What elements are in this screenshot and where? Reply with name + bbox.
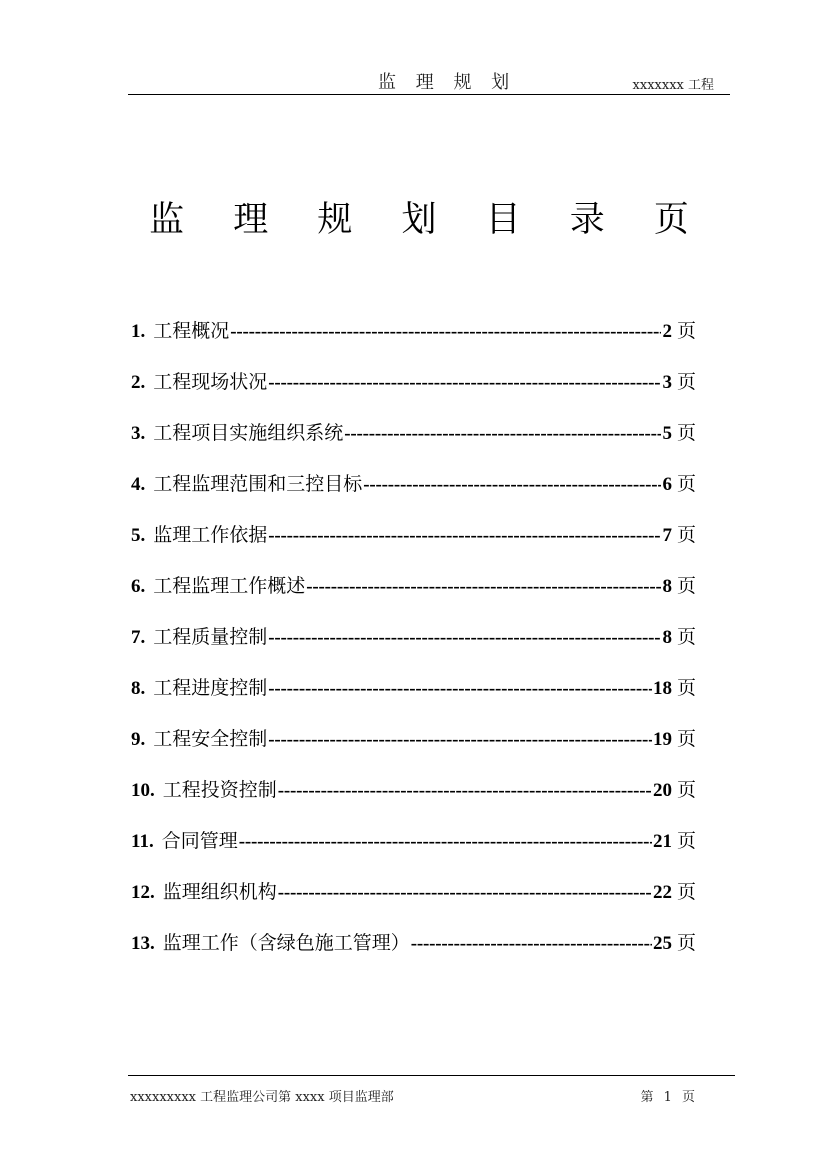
- footer-page-number: 第 1 页: [640, 1090, 695, 1105]
- toc-page-unit: 页: [676, 626, 696, 648]
- toc-title: 工程概况: [153, 320, 230, 342]
- toc-entry-10[interactable]: [131, 775, 696, 826]
- toc-title: 监理组织机构: [162, 881, 277, 903]
- toc-number: 6.: [131, 576, 146, 597]
- toc-title: 工程投资控制: [162, 779, 277, 801]
- toc-number: 5.: [131, 525, 146, 546]
- toc-entry-8[interactable]: [131, 673, 696, 724]
- toc-entry-4[interactable]: [131, 469, 696, 520]
- toc-title: 工程监理范围和三控目标: [153, 473, 363, 495]
- toc-page-number: 21: [652, 831, 672, 852]
- toc-page-unit: 页: [676, 320, 696, 342]
- toc-number: 10.: [131, 780, 155, 801]
- toc-page-number: 22: [652, 882, 672, 903]
- page-header: [128, 62, 730, 95]
- toc-page-number: 25: [652, 933, 672, 954]
- toc-entry-13[interactable]: [131, 928, 696, 979]
- footer-organization: xxxxxxxxx 工程监理公司第 xxxx 项目监理部: [130, 1090, 394, 1105]
- toc-number: 12.: [131, 882, 155, 903]
- toc-entry-12[interactable]: [131, 877, 696, 928]
- toc-page-number: 19: [652, 729, 672, 750]
- toc-entry-5[interactable]: [131, 520, 696, 571]
- toc-page-number: 18: [652, 678, 672, 699]
- toc-number: 13.: [131, 933, 155, 954]
- toc-leader: [306, 576, 661, 598]
- header-project-name: xxxxxxx 工程: [632, 78, 714, 93]
- toc-page-unit: 页: [676, 728, 696, 750]
- toc-page-unit: 页: [676, 422, 696, 444]
- toc-title: 工程进度控制: [153, 677, 268, 699]
- toc-page-number: 20: [652, 780, 672, 801]
- toc-title: 合同管理: [161, 830, 238, 852]
- toc-entry-2[interactable]: [131, 367, 696, 418]
- toc-page-unit: 页: [676, 371, 696, 393]
- toc-number: 9.: [131, 729, 146, 750]
- toc-title: 工程项目实施组织系统: [153, 422, 344, 444]
- toc-leader: [411, 933, 652, 955]
- toc-entry-1[interactable]: [131, 316, 696, 367]
- toc-number: 7.: [131, 627, 146, 648]
- toc-page-unit: 页: [676, 779, 696, 801]
- toc-title: 工程安全控制: [153, 728, 268, 750]
- toc-number: 1.: [131, 321, 146, 342]
- toc-page-unit: 页: [676, 473, 696, 495]
- toc-leader: [278, 882, 652, 904]
- toc-title: 工程现场状况: [153, 371, 268, 393]
- toc-page-number: 8: [662, 627, 672, 648]
- toc-page-unit: 页: [676, 677, 696, 699]
- toc-entry-6[interactable]: [131, 571, 696, 622]
- toc-entry-7[interactable]: [131, 622, 696, 673]
- header-title: 监 理 规 划: [378, 72, 517, 93]
- toc-title: 监理工作依据: [153, 524, 268, 546]
- toc-number: 11.: [131, 831, 154, 852]
- toc-page-number: 3: [662, 372, 672, 393]
- toc-page-number: 2: [662, 321, 672, 342]
- toc-page-unit: 页: [676, 830, 696, 852]
- toc-number: 3.: [131, 423, 146, 444]
- toc-entry-9[interactable]: [131, 724, 696, 775]
- toc-page-number: 6: [662, 474, 672, 495]
- toc-page-unit: 页: [676, 575, 696, 597]
- toc-leader: [230, 321, 661, 343]
- toc-page-number: 5: [662, 423, 672, 444]
- toc-title: 工程监理工作概述: [153, 575, 306, 597]
- toc-leader: [268, 372, 661, 394]
- toc-leader: [278, 780, 652, 802]
- toc-leader: [268, 729, 652, 751]
- toc-page-unit: 页: [676, 932, 696, 954]
- toc-number: 8.: [131, 678, 146, 699]
- toc-page-number: 8: [662, 576, 672, 597]
- toc-page-number: 7: [662, 525, 672, 546]
- table-of-contents: [131, 316, 696, 979]
- toc-entry-11[interactable]: [131, 826, 696, 877]
- toc-entry-3[interactable]: [131, 418, 696, 469]
- toc-leader: [239, 831, 652, 853]
- toc-number: 4.: [131, 474, 146, 495]
- document-title: 监 理 规 划 目 录 页: [149, 200, 708, 240]
- toc-leader: [344, 423, 661, 445]
- toc-title: 工程质量控制: [153, 626, 268, 648]
- toc-leader: [268, 678, 652, 700]
- toc-number: 2.: [131, 372, 146, 393]
- page-footer: [128, 1075, 735, 1108]
- toc-leader: [268, 627, 661, 649]
- toc-page-unit: 页: [676, 881, 696, 903]
- toc-page-unit: 页: [676, 524, 696, 546]
- toc-title: 监理工作（含绿色施工管理）: [162, 932, 410, 954]
- toc-leader: [363, 474, 661, 496]
- toc-leader: [268, 525, 661, 547]
